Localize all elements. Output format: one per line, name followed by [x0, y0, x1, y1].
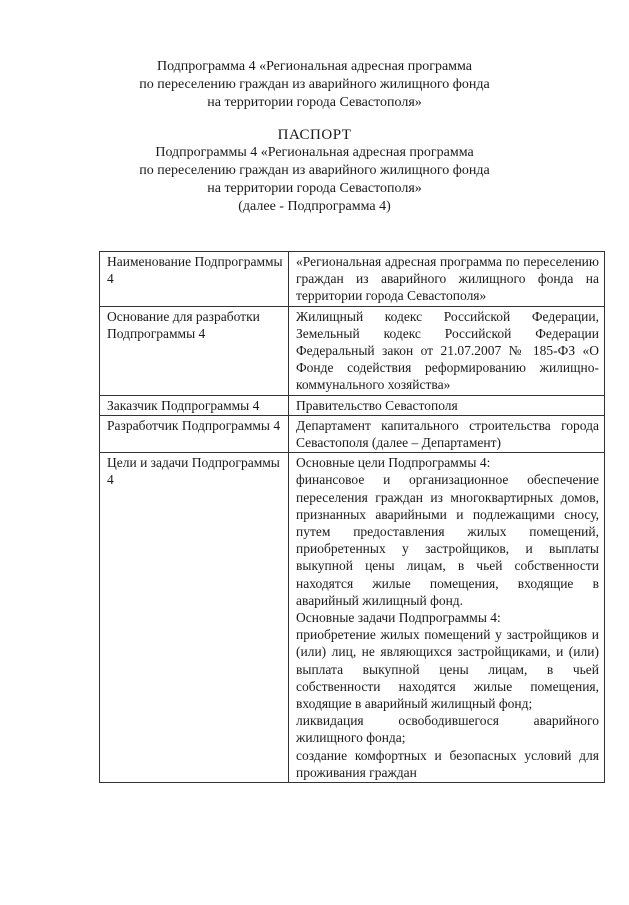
value-paragraph: Основные цели Подпрограммы 4:: [296, 455, 491, 471]
row-label: Заказчик Подпрограммы 4: [100, 395, 289, 415]
passport-heading: [0, 126, 629, 216]
value-paragraph: Основные задачи Подпрограммы 4:: [296, 610, 501, 626]
passport-title: ПАСПОРТ: [277, 127, 352, 143]
subprogram-header: [0, 58, 629, 112]
row-label: Наименование Подпрограммы 4: [100, 252, 289, 307]
row-value: [289, 395, 605, 415]
value-paragraph: Департамент капитального строительства города Севастополя (далее – Департамент): [296, 417, 599, 451]
passport-line: на территории города Севастополя»: [207, 181, 422, 196]
table-row: [100, 395, 605, 415]
value-paragraph: «Региональная адресная программа по переселению граждан из аварийного жилищного фонда на территории города Севастополя»: [296, 254, 599, 304]
value-paragraph: ликвидация освободившегося аварийного жилищного фонда;: [296, 713, 599, 746]
table-row: [100, 415, 605, 452]
value-paragraph: создание комфортных и безопасных условий для проживания граждан: [296, 747, 599, 780]
header-line: Подпрограмма 4 «Региональная адресная программа: [156, 59, 473, 74]
value-paragraph: финансовое и организационное обеспечение переселения граждан из многоквартирных домов, признанных аварийными и подлежащими сносу, путем предоставления жилых помещений, приобретенных у застройщиков, и выплаты выкупной цены лицам, в чьей собственности находятся жилые помещения, входящие в аварийный жилищный фонд.: [296, 472, 599, 608]
row-value: [289, 252, 605, 307]
table-row: [100, 306, 605, 395]
row-value: [289, 306, 605, 395]
header-line: на территории города Севастополя»: [207, 95, 422, 110]
passport-line: по переселению граждан из аварийного жилищного фонда: [139, 163, 490, 178]
row-value: [289, 415, 605, 452]
passport-table: [99, 251, 605, 783]
passport-line: Подпрограммы 4 «Региональная адресная программа: [155, 145, 474, 160]
table-row: [100, 252, 605, 307]
row-label: Разработчик Подпрограммы 4: [100, 415, 289, 452]
row-label: Цели и задачи Подпрограммы 4: [100, 453, 289, 783]
passport-line: (далее - Подпрограмма 4): [238, 199, 391, 214]
header-line: по переселению граждан из аварийного жилищного фонда: [139, 77, 490, 92]
value-paragraph: Жилищный кодекс Российской Федерации, Земельный кодекс Российской Федерации Федеральный закон от 21.07.2007 № 185-ФЗ «О Фонде содействия реформированию жилищно-коммунального хозяйства»: [296, 308, 599, 393]
row-value: [289, 453, 605, 783]
value-paragraph: Правительство Севастополя: [296, 397, 458, 413]
value-paragraph: приобретение жилых помещений у застройщиков и (или) лиц, не являющихся застройщиками, и (или) выплата выкупной цены лицам, в чьей собственности находятся жилые помещения, входящие в аварийный жилищный фонд;: [296, 627, 599, 712]
table-row: [100, 453, 605, 783]
row-label: Основание для разработки Подпрограммы 4: [100, 306, 289, 395]
